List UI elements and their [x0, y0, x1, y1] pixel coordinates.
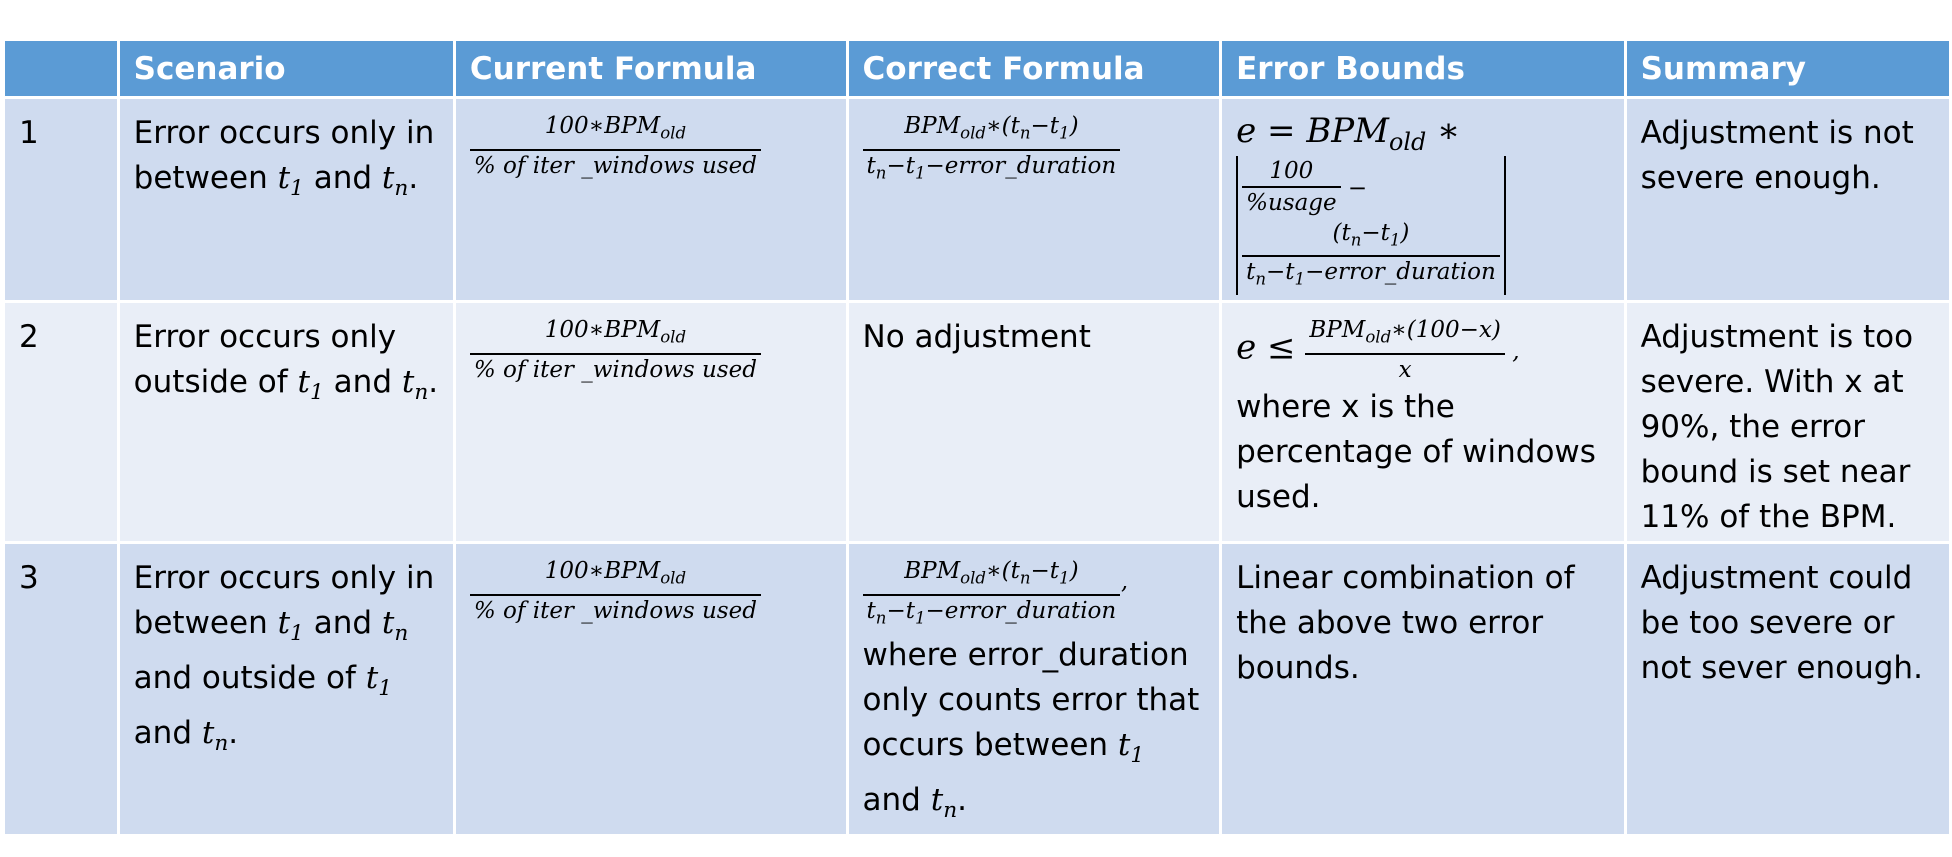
current-formula-cell: [454, 98, 847, 302]
row-number: 2: [4, 302, 119, 543]
table-row: [4, 543, 1951, 836]
current-formula-cell: [454, 543, 847, 836]
row-number: 3: [4, 543, 119, 836]
absolute-value-expression: $\frac{100}{\text{\%usage}}$ − $\frac{(t_n-t_1)}{t_n-t_1-error\_duration}$: [1236, 156, 1506, 295]
current-formula: $\frac{100∗BPM_{old}}{\text{\% of iter \_windows used}}$: [470, 111, 761, 181]
error-bound-lhs: $e = BPM_{old}$ ∗: [1236, 111, 1461, 156]
header-row: [4, 40, 1951, 98]
summary-cell: Adjustment is too severe. With x at 90%, the error bound is set near 11% of the BPM.: [1625, 302, 1950, 543]
header-summary: Summary: [1625, 40, 1950, 98]
header-number: [4, 40, 119, 98]
correct-formula-cell: $\frac{BPM_{old}∗(t_n-t_1)}{t_n-t_1-error\_duration}$ ’ where error_duration only counts error that occurs between $t_1$ and $t_n$.: [847, 543, 1221, 836]
row-number: 1: [4, 98, 119, 302]
correct-formula-cell: No adjustment: [847, 302, 1221, 543]
error-bound-formula: e ≤ $\frac{BPM_{old}∗(100-x)}{x}$ ,: [1236, 317, 1520, 383]
scenario-cell: Error occurs only in between $t_1$ and $t_n$.: [118, 98, 454, 302]
scenario-cell: Error occurs only outside of $t_1$ and $t_n$.: [118, 302, 454, 543]
header-scenario: Scenario: [118, 40, 454, 98]
table-row: [4, 98, 1951, 302]
current-formula: $\frac{100∗BPM_{old}}{\text{\% of iter \_windows used}}$: [470, 556, 761, 626]
correct-formula: $\frac{BPM_{old}∗(t_n-t_1)}{t_n-t_1-error\_duration}$: [863, 556, 1121, 633]
scenario-cell: Error occurs only in between $t_1$ and $t_n$ and outside of $t_1$ and $t_n$.: [118, 543, 454, 836]
correct-formula-cell: [847, 98, 1221, 302]
error-bound-note: where x is the percentage of windows used.: [1236, 388, 1596, 515]
error-bounds-cell: [1221, 98, 1625, 302]
error-bounds-cell: Linear combination of the above two error bounds.: [1221, 543, 1625, 836]
table-row: [4, 302, 1951, 543]
header-correct-formula: Correct Formula: [847, 40, 1221, 98]
header-error-bounds: Error Bounds: [1221, 40, 1625, 98]
summary-cell: Adjustment could be too severe or not sever enough.: [1625, 543, 1950, 836]
formula-comparison-table: [2, 38, 1952, 837]
current-formula: $\frac{100∗BPM_{old}}{\text{\% of iter \_windows used}}$: [470, 315, 761, 385]
error-bounds-cell: [1221, 302, 1625, 543]
header-current-formula: Current Formula: [454, 40, 847, 98]
current-formula-cell: [454, 302, 847, 543]
correct-formula-note: where error_duration only counts error that occurs between $t_1$ and $t_n$.: [862, 637, 1200, 824]
correct-formula: $\frac{BPM_{old}∗(t_n-t_1)}{t_n-t_1-error\_duration}$: [863, 111, 1121, 188]
summary-cell: Adjustment is not severe enough.: [1625, 98, 1950, 302]
